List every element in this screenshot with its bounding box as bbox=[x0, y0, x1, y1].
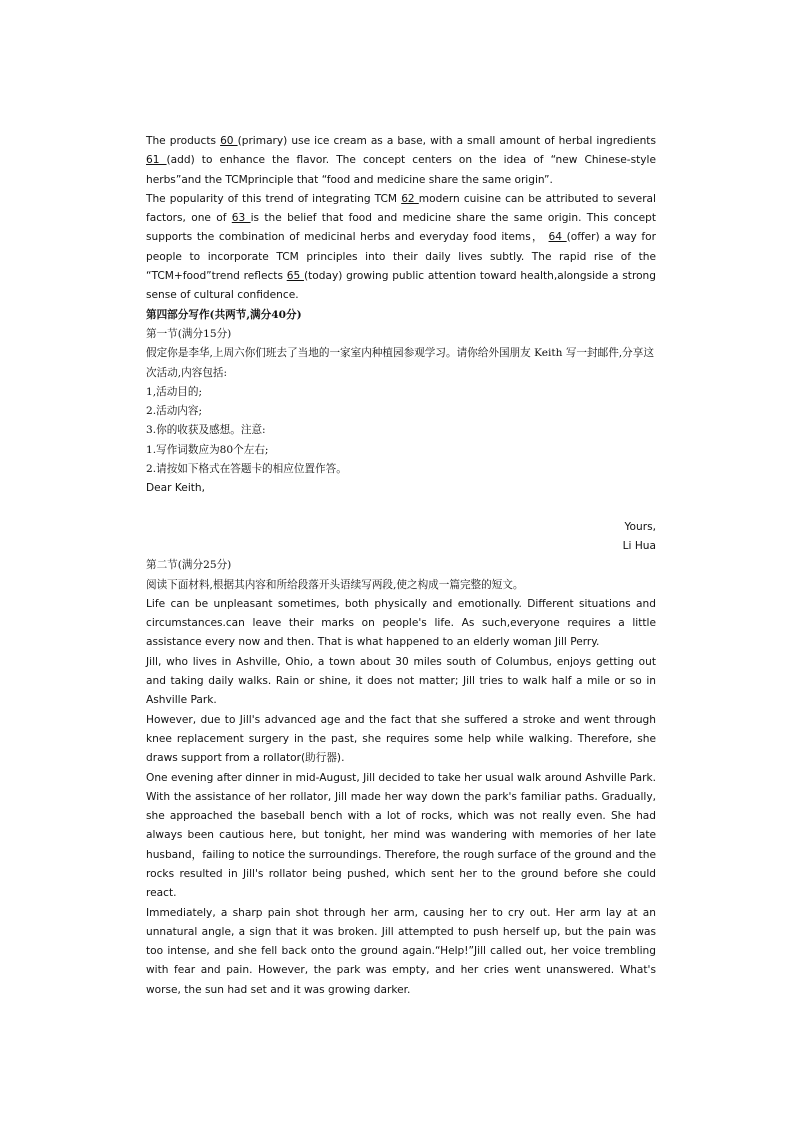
letter-body-space bbox=[146, 499, 656, 518]
letter-greeting: Dear Keith, bbox=[146, 482, 206, 495]
blank-63: 63 bbox=[231, 212, 251, 225]
story-paragraph: However, due to Jill's advanced age and the fact that she suffered a stroke and went through knee replacement surgery in the past, she requires some help while walking. Therefore, she draws support from a rollator(助行器). bbox=[146, 713, 656, 765]
blank-64: 64 bbox=[548, 231, 567, 244]
text-run: (primary) use ice cream as a base, with a small amount of herbal ingredients bbox=[237, 135, 656, 147]
passage-paragraph-1 bbox=[146, 132, 656, 190]
text-run: The products bbox=[146, 135, 221, 147]
letter-closing: Yours, bbox=[624, 520, 656, 533]
letter-signature: Li Hua bbox=[622, 539, 656, 552]
section-1-prompt: 假定你是李华,上周六你们班去了当地的一家室内种植园参观学习。请你给外国朋友 Keith 写一封邮件,分享这次活动,内容包括: bbox=[146, 347, 654, 379]
requirement-item: 1.写作词数应为80个左右; bbox=[146, 443, 269, 456]
blank-65: 65 bbox=[286, 270, 304, 283]
story-paragraph: One evening after dinner in mid-August, Jill decided to take her usual walk around Ashville Park. With the assistance of her rollator, Jill made her way down the park's familiar paths. Gradually, she approached the baseball bench with a lot of rocks, which was not really even. She had always been cautious here, but tonight, her mind was wandering with memories of her late husband，failing to notice the surroundings. Therefore, the rough surface of the ground and the rocks resulted in Jill's rollator being pushed, which sent her to the ground before she could react. bbox=[146, 771, 656, 900]
writing-section-heading: 第四部分写作(共两节,满分40分) bbox=[146, 308, 302, 321]
text-run: (add) to enhance the flavor. The concept centers on the idea of “new Chinese-style herbs”and the TCMprinciple that “food and medicine share the same origin”. bbox=[146, 154, 656, 186]
section-2-title: 第二节(满分25分) bbox=[146, 559, 232, 572]
blank-60: 60 bbox=[220, 135, 238, 147]
section-1-title: 第一节(满分15分) bbox=[146, 327, 232, 340]
story-paragraph: Life can be unpleasant sometimes, both physically and emotionally. Different situations and circumstances.can leave their marks on people's life. As such,everyone requires a little assistance every now and then. That is what happened to an elderly woman Jill Perry. bbox=[146, 597, 656, 649]
page-content bbox=[146, 132, 656, 1000]
text-run: (offer) a way for people to incorporate TCM principles into their daily lives subtly. The rapid rise of the “TCM+food”trend reflects bbox=[146, 231, 656, 283]
story-paragraph: Jill, who lives in Ashville, Ohio, a town about 30 miles south of Columbus, enjoys getting out and taking daily walks. Rain or shine, it does not matter; Jill tries to walk half a mile or so in Ashville Park. bbox=[146, 655, 656, 707]
requirement-item: 2.活动内容; bbox=[146, 405, 203, 418]
requirement-item: 2.请按如下格式在答题卡的相应位置作答。 bbox=[146, 463, 347, 476]
passage-paragraph-2 bbox=[146, 190, 656, 306]
requirement-item: 3.你的收获及感想。注意: bbox=[146, 424, 266, 437]
text-run: is the belief that food and medicine share the same origin. This concept supports the combination of medicinal herbs and everyday food items， bbox=[146, 212, 656, 244]
text-run: modern cuisine can be attributed to several factors, one of bbox=[146, 192, 656, 225]
story-paragraph: Immediately, a sharp pain shot through her arm, causing her to cry out. Her arm lay at an unnatural angle, a sign that it was broken. Jill attempted to push herself up, but the pain was too intense, and she fell back onto the ground again.“Help!”Jill called out, her voice trembling with fear and pain. However, the park was empty, and her cries went unanswered. What's worse, the sun had set and it was growing darker. bbox=[146, 906, 656, 996]
text-run: (today) growing public attention toward health,alongside a strong sense of cultural confidence. bbox=[146, 270, 656, 302]
blank-61: 61 bbox=[146, 154, 167, 167]
text-run: The popularity of this trend of integrating TCM bbox=[146, 192, 402, 205]
blank-62: 62 bbox=[401, 192, 419, 205]
requirement-item: 1,活动目的; bbox=[146, 385, 203, 398]
section-2-prompt: 阅读下面材料,根据其内容和所给段落开头语续写两段,使之构成一篇完整的短文。 bbox=[146, 578, 524, 591]
